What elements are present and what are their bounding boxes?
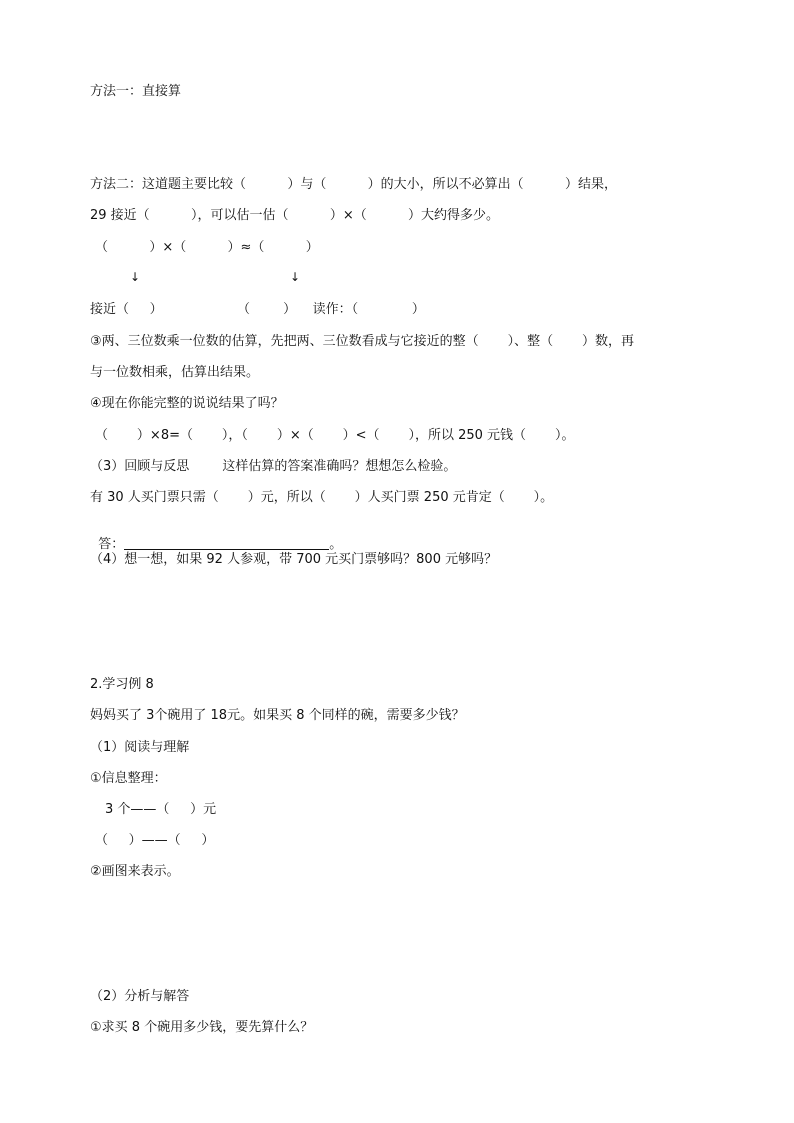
example8-problem: 妈妈买了 3个碗用了 18元。如果买 8 个同样的碗，需要多少钱？: [90, 708, 465, 723]
draw-line: ②画图来表示。: [90, 864, 180, 879]
analysis-heading: （2）分析与解答: [90, 989, 190, 1004]
answer-blank[interactable]: [124, 537, 329, 550]
reading-heading: （1）阅读与理解: [90, 740, 190, 755]
answer-end: 。: [329, 537, 343, 552]
step3-line-2: 与一位数相乘，估算出结果。: [90, 365, 260, 380]
method2-line-4: 接近（ ） （ ） 读作：（ ）: [90, 302, 425, 317]
step3-line-1: ③两、三位数乘一位数的估算，先把两、三位数看成与它接近的整（ ）、整（ ）数，再: [90, 334, 635, 349]
method2-line-3: （ ）×（ ）≈（ ）: [95, 240, 319, 255]
step4-line-2: （ ）×8=（ ），（ ）×（ ）<（ ），所以 250 元钱（ ）。: [95, 428, 575, 443]
method2-line-2: 29 接近（ ），可以估一估（ ）×（ ）大约得多少。: [90, 208, 500, 223]
step4-line-1: ④现在你能完整的说说结果了吗？: [90, 396, 284, 411]
answer-line: [90, 521, 342, 553]
part4-line: （4）想一想，如果 92 人参观，带 700 元买门票够吗？800 元够吗？: [90, 552, 498, 567]
answer-label: 答：: [98, 537, 125, 552]
method1-line: 方法一：直接算: [90, 84, 182, 99]
method2-line-1: 方法二：这道题主要比较（ ）与（ ）的大小，所以不必算出（ ）结果，: [90, 177, 617, 192]
info-line-2: （ ）——（ ）: [95, 833, 215, 848]
part3-line-1: 有 30 人买门票只需（ ）元，所以（ ）人买门票 250 元肯定（ ）。: [90, 490, 554, 505]
part3-heading: （3）回顾与反思 这样估算的答案准确吗？想想怎么检验。: [90, 459, 457, 474]
down-arrow-icon: ↓: [130, 270, 141, 284]
info-line-1: 3 个——（ ）元: [105, 802, 217, 817]
down-arrow-icon: ↓: [290, 270, 301, 284]
info-label: ①信息整理：: [90, 771, 167, 786]
question-1: ①求买 8 个碗用多少钱，要先算什么？: [90, 1020, 314, 1035]
example8-title: 2.学习例 8: [90, 677, 154, 692]
